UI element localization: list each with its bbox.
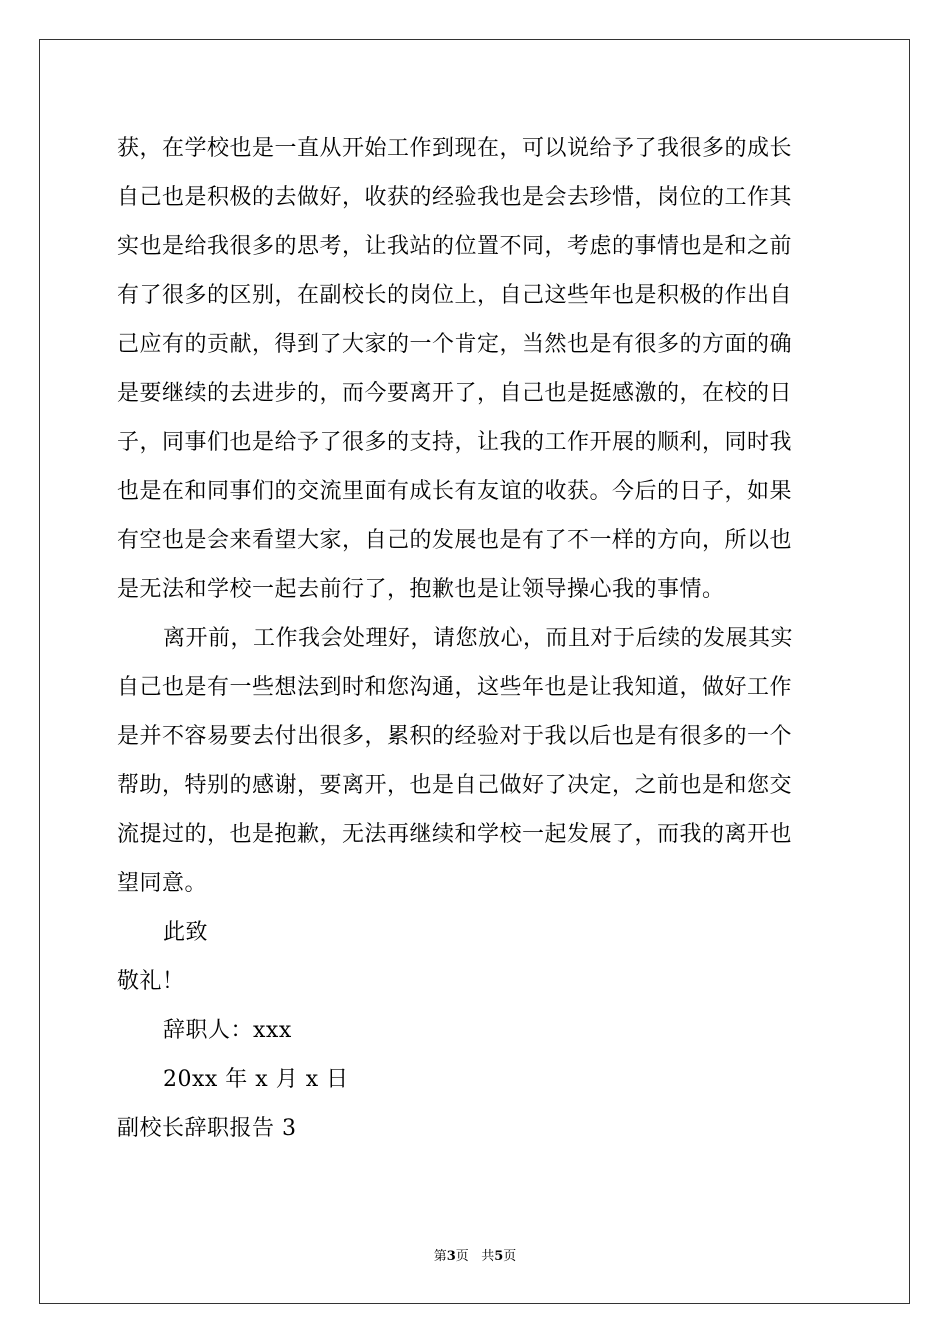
text-line: 离开前，工作我会处理好，请您放心，而且对于后续的发展其实 xyxy=(163,626,794,651)
text-line: 是并不容易要去付出很多，累积的经验对于我以后也是有很多的一个 xyxy=(117,724,793,749)
document-body xyxy=(117,124,837,1153)
section-heading: 副校长辞职报告 3 xyxy=(117,1116,297,1141)
text-line: 望同意。 xyxy=(117,871,208,896)
date-line: 20xx 年 x 月 x 日 xyxy=(163,1067,349,1092)
text-line: 也是在和同事们的交流里面有成长有友谊的收获。今后的日子，如果 xyxy=(117,479,793,504)
total-page-count: 5 xyxy=(494,1249,504,1264)
text-line: 获，在学校也是一直从开始工作到现在，可以说给予了我很多的成长 xyxy=(117,136,793,161)
salutation: 敬礼！ xyxy=(117,969,185,994)
text-line: 自己也是有一些想法到时和您沟通，这些年也是让我知道，做好工作 xyxy=(117,675,793,700)
text-line: 有空也是会来看望大家，自己的发展也是有了不一样的方向，所以也 xyxy=(117,528,793,553)
page-label-suffix: 页 xyxy=(503,1249,517,1264)
current-page-number: 3 xyxy=(446,1249,456,1264)
text-line: 流提过的，也是抱歉，无法再继续和学校一起发展了，而我的离开也 xyxy=(117,822,793,847)
text-line: 子，同事们也是给予了很多的支持，让我的工作开展的顺利，同时我 xyxy=(117,430,793,455)
signer-line: 辞职人：xxx xyxy=(163,1018,292,1043)
paragraph-2 xyxy=(117,614,837,908)
paragraph-1 xyxy=(117,124,837,614)
text-line: 帮助，特别的感谢，要离开，也是自己做好了决定，之前也是和您交 xyxy=(117,773,793,798)
text-line: 是要继续的去进步的，而今要离开了，自己也是挺感激的，在校的日 xyxy=(117,381,793,406)
page-label-middle: 页 共 xyxy=(455,1249,495,1264)
text-line: 是无法和学校一起去前行了，抱歉也是让领导操心我的事情。 xyxy=(117,577,725,602)
text-line: 实也是给我很多的思考，让我站的位置不同，考虑的事情也是和之前 xyxy=(117,234,793,259)
page-label-prefix: 第 xyxy=(433,1249,447,1264)
text-line: 自己也是积极的去做好，收获的经验我也是会去珍惜，岗位的工作其 xyxy=(117,185,793,210)
page-footer xyxy=(0,1247,950,1267)
closing-phrase: 此致 xyxy=(163,920,209,945)
text-line: 有了很多的区别，在副校长的岗位上，自己这些年也是积极的作出自 xyxy=(117,283,793,308)
text-line: 己应有的贡献，得到了大家的一个肯定，当然也是有很多的方面的确 xyxy=(117,332,793,357)
